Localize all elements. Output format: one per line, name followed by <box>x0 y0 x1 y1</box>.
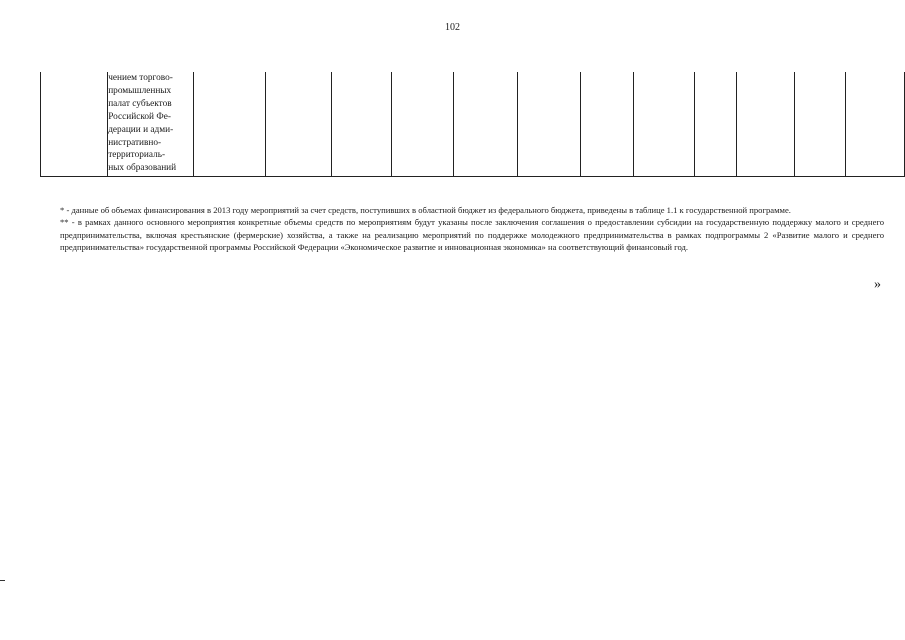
page-number: 102 <box>445 22 460 33</box>
footnote-2: ** - в рамках данного основного мероприятия конкретные объемы средств по мероприятиям будут указаны после заключения соглашения о предоставлении субсидии на государственную поддержку малого и среднего предпринимательства, включая крестьянские (фермерские) хозяйства, а также на реализацию мероприятий по поддержке молодежного предпринимательства в рамках подпрограммы 2 «Развитие малого и среднего предпринимательства» государственной программы Российской Федерации «Экономическое развитие и инновационная экономика» на соответствующий финансовый год. <box>60 217 884 252</box>
cell-line: ных образований <box>108 163 177 174</box>
continuation-table <box>40 72 905 177</box>
table-cell <box>331 72 391 177</box>
table-cell <box>581 72 634 177</box>
cell-line: территориаль- <box>108 150 166 161</box>
closing-quote: » <box>874 277 881 292</box>
cell-line: палат субъектов <box>108 98 172 109</box>
table-cell-description <box>108 72 194 177</box>
table-cell <box>694 72 736 177</box>
table-row <box>41 72 905 177</box>
table-cell <box>392 72 453 177</box>
table-cell <box>41 72 108 177</box>
table-cell <box>453 72 517 177</box>
table-cell <box>194 72 265 177</box>
footnote-1: * - данные об объемах финансирования в 2013 году мероприятий за счет средств, поступивших в областной бюджет из федерального бюджета, приведены в таблице 1.1 к государственной программе. <box>60 205 791 215</box>
table-cell <box>265 72 331 177</box>
table-cell <box>517 72 580 177</box>
table-cell <box>736 72 795 177</box>
table-cell <box>634 72 694 177</box>
table-cell <box>795 72 846 177</box>
table-cell <box>846 72 905 177</box>
cell-line: чением торгово- <box>108 73 173 83</box>
footnotes <box>60 204 884 253</box>
cell-line: нистративно- <box>108 137 162 148</box>
margin-mark <box>0 580 5 581</box>
cell-line: Российской Фе- <box>108 111 171 122</box>
cell-line: промышленных <box>108 85 172 96</box>
table <box>40 72 905 177</box>
cell-line: дерации и адми- <box>108 124 174 135</box>
